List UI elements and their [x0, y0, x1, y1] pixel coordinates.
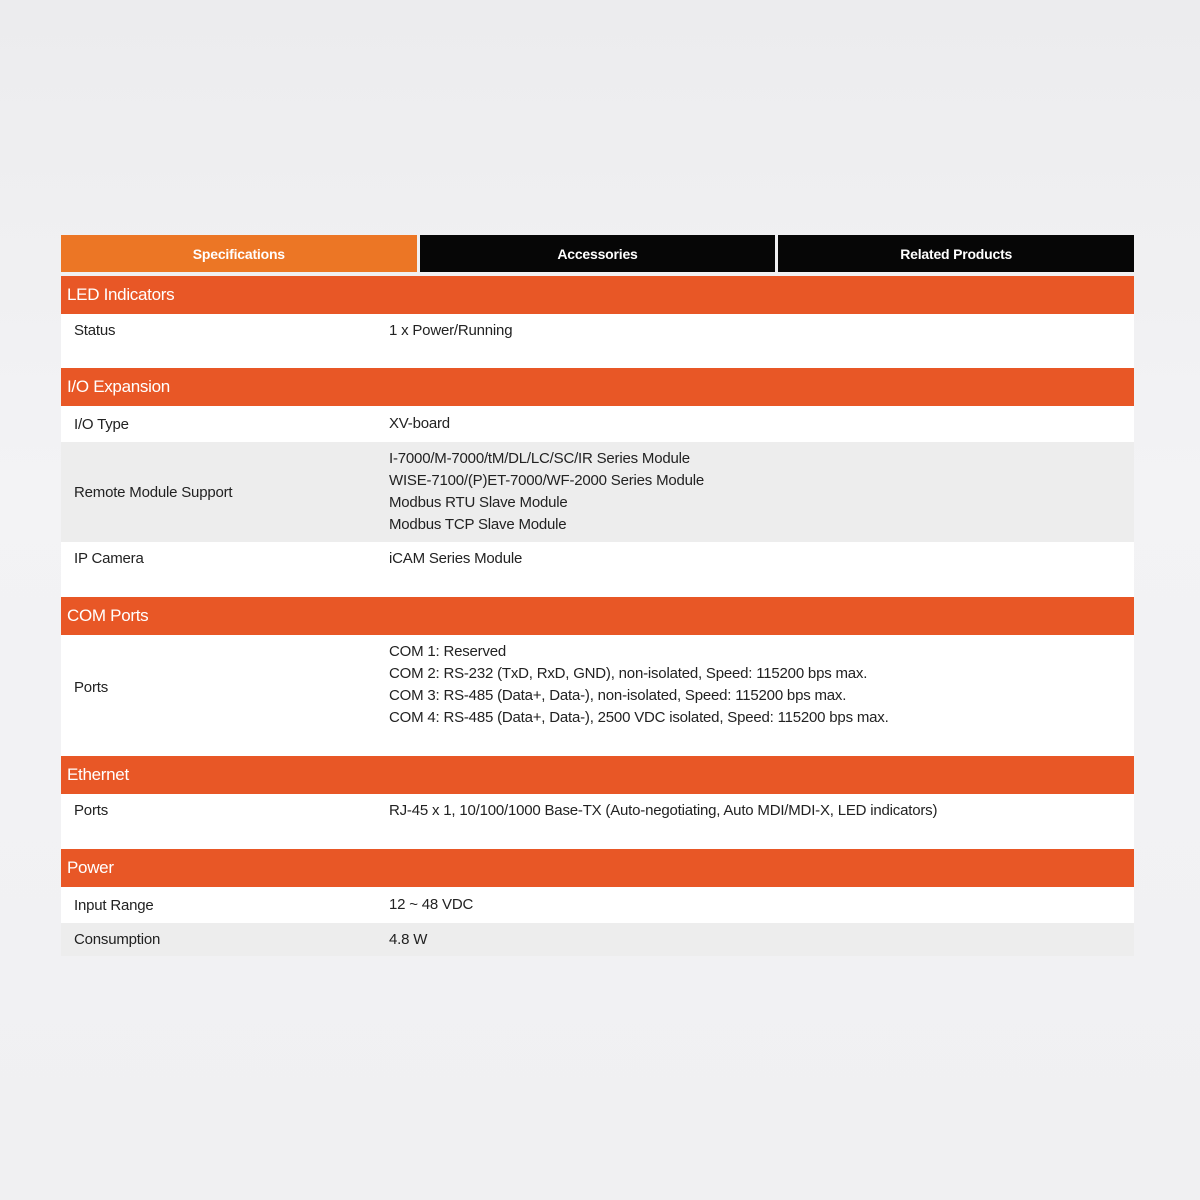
spec-label: Ports [74, 679, 109, 696]
tab-bar [61, 235, 1134, 272]
section-header-ethernet: Ethernet [61, 756, 1134, 794]
spec-value-line: RJ-45 x 1, 10/100/1000 Base-TX (Auto-negotiating, Auto MDI/MDI-X, LED indicators) [389, 802, 938, 819]
spec-value [389, 635, 1134, 756]
spec-row-io-type [61, 406, 1134, 442]
spec-value-line: XV-board [389, 415, 450, 432]
spec-value-line: I-7000/M-7000/tM/DL/LC/SC/IR Series Module [389, 450, 690, 467]
section-header-led-indicators: LED Indicators [61, 276, 1134, 314]
spec-value [389, 314, 1134, 368]
spec-row-consumption [61, 923, 1134, 956]
spec-panel [61, 235, 1134, 956]
section-header-power: Power [61, 849, 1134, 887]
spec-value-line: WISE-7100/(P)ET-7000/WF-2000 Series Module [389, 472, 705, 489]
spec-label: Ports [74, 802, 109, 819]
spec-value-line: COM 1: Reserved [389, 643, 507, 660]
spec-value-line: 1 x Power/Running [389, 322, 513, 339]
spec-label: Input Range [74, 896, 154, 914]
spec-label: Status [74, 322, 116, 339]
spec-value [389, 923, 1134, 956]
spec-value [389, 794, 1134, 849]
spec-row-remote-module-support [61, 442, 1134, 542]
spec-row-input-range [61, 887, 1134, 923]
spec-value-line: 12 ~ 48 VDC [389, 896, 474, 913]
spec-label: IP Camera [74, 550, 144, 567]
spec-label: Remote Module Support [74, 483, 233, 501]
spec-value-line: COM 2: RS-232 (TxD, RxD, GND), non-isolated, Speed: 115200 bps max. [389, 665, 868, 682]
spec-value [389, 406, 1134, 442]
spec-value [389, 887, 1134, 923]
spec-row-status [61, 314, 1134, 368]
spec-row-ip-camera [61, 542, 1134, 597]
section-header-com-ports: COM Ports [61, 597, 1134, 635]
tab-related-products[interactable]: Related Products [778, 235, 1134, 272]
spec-label: Consumption [74, 931, 161, 948]
spec-value [389, 542, 1134, 597]
section-header-io-expansion: I/O Expansion [61, 368, 1134, 406]
spec-value-line: iCAM Series Module [389, 550, 523, 567]
spec-value-line: COM 4: RS-485 (Data+, Data-), 2500 VDC isolated, Speed: 115200 bps max. [389, 709, 889, 726]
tab-accessories[interactable]: Accessories [420, 235, 776, 272]
spec-row-ethernet-ports [61, 794, 1134, 849]
tab-specifications[interactable]: Specifications [61, 235, 417, 272]
spec-value-line: COM 3: RS-485 (Data+, Data-), non-isolated, Speed: 115200 bps max. [389, 687, 847, 704]
spec-value-line: Modbus TCP Slave Module [389, 516, 567, 533]
spec-value-line: Modbus RTU Slave Module [389, 494, 568, 511]
spec-value [389, 442, 1134, 542]
spec-row-com-ports [61, 635, 1134, 756]
spec-value-line: 4.8 W [389, 930, 428, 948]
spec-label: I/O Type [74, 415, 129, 433]
